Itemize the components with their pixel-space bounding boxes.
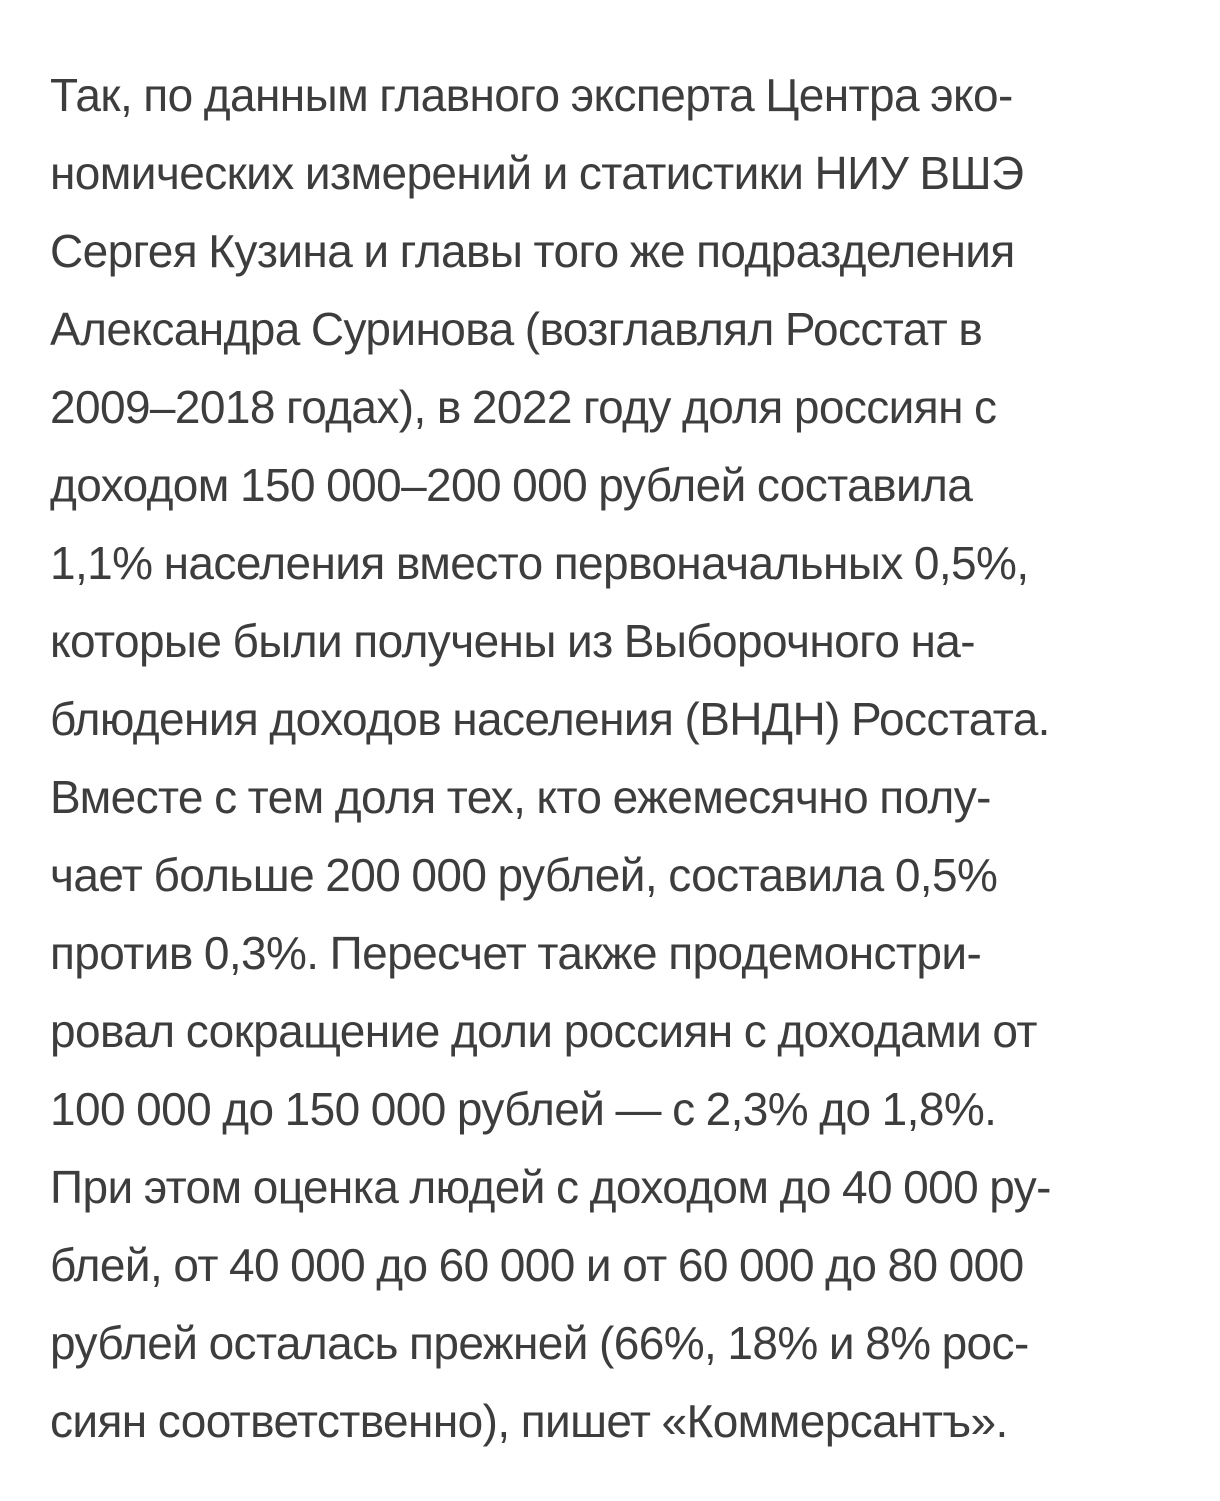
paragraph-line: блюдения доходов населения (ВНДН) Росстата. [50, 693, 1050, 745]
paragraph-line: Александра Суринова (возглавлял Росстат в [50, 303, 983, 355]
paragraph-line: чает больше 200 000 рублей, составила 0,5% [50, 849, 998, 901]
paragraph-line: Вместе с тем доля тех, кто ежемесячно полу- [50, 771, 991, 823]
paragraph-line: Сергея Кузина и главы того же подразделения [50, 225, 1015, 277]
article-paragraph [50, 56, 1220, 1460]
paragraph-line: Так, по данным главного эксперта Центра эко- [50, 69, 1013, 121]
paragraph-line: которые были получены из Выборочного на- [50, 615, 975, 667]
paragraph-line: доходом 150 000–200 000 рублей составила [50, 459, 973, 511]
paragraph-line: против 0,3%. Пересчет также продемонстри- [50, 927, 982, 979]
paragraph-line: При этом оценка людей с доходом до 40 000 ру- [50, 1161, 1051, 1213]
paragraph-line: 1,1% населения вместо первоначальных 0,5%, [50, 537, 1029, 589]
paragraph-line: рублей осталась прежней (66%, 18% и 8% рос- [50, 1317, 1029, 1369]
paragraph-line: сиян соответственно), пишет «Коммерсантъ». [50, 1395, 1008, 1447]
paragraph-line: номических измерений и статистики НИУ ВШЭ [50, 147, 1024, 199]
paragraph-line: 2009–2018 годах), в 2022 году доля россиян с [50, 381, 997, 433]
paragraph-line: блей, от 40 000 до 60 000 и от 60 000 до 80 000 [50, 1239, 1024, 1291]
paragraph-line: ровал сокращение доли россиян с доходами от [50, 1005, 1037, 1057]
paragraph-line: 100 000 до 150 000 рублей — с 2,3% до 1,8%. [50, 1083, 997, 1135]
